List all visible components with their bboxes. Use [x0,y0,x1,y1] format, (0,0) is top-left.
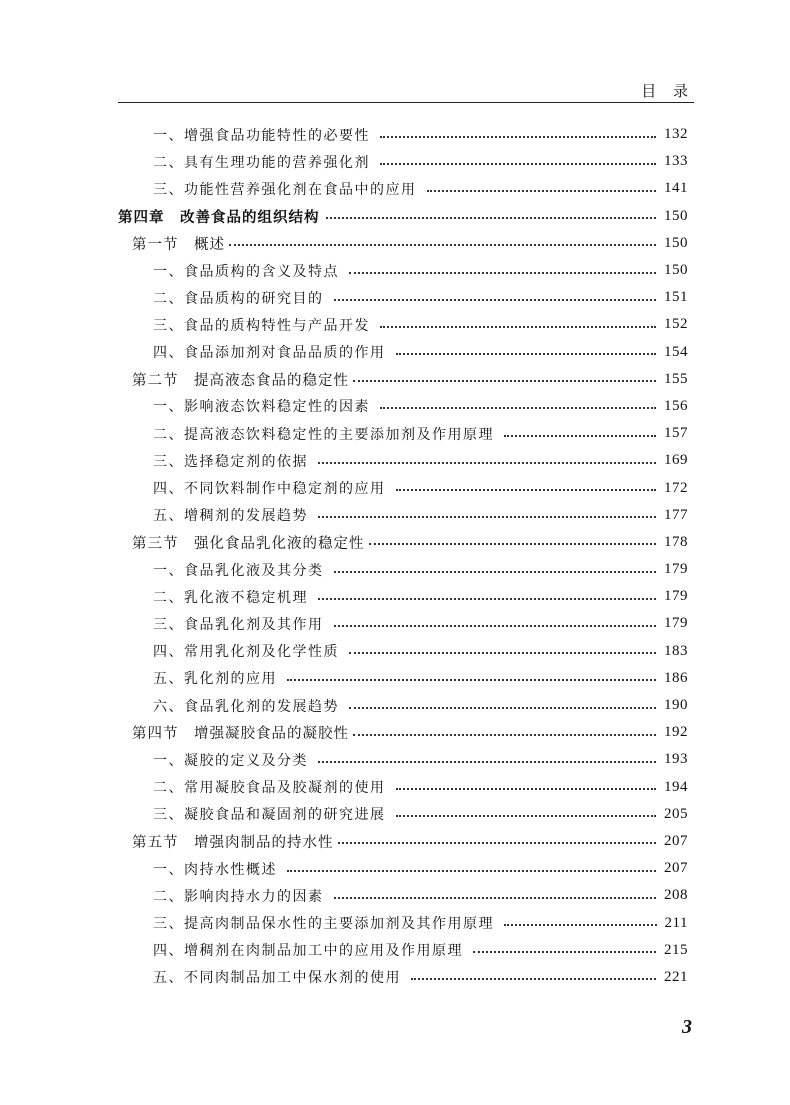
toc-entry-page: 192 [664,724,688,741]
page-number: 3 [682,1016,692,1038]
toc-entry-section [118,366,688,393]
toc-entry-item [118,855,688,882]
toc-entry-page: 132 [664,126,688,143]
toc-entry-page: 190 [664,697,688,714]
dot-leader [504,924,657,926]
toc-entry-item [118,502,688,529]
dot-leader [318,761,656,763]
toc-entry-title: 三、食品乳化剂及其作用 [153,616,324,633]
toc-entry-page: 211 [664,914,688,931]
toc-entry-item [118,175,688,202]
table-of-contents [118,121,688,991]
toc-entry-page: 155 [664,370,688,387]
toc-entry-page: 152 [664,316,688,333]
dot-leader [334,571,657,573]
toc-entry-title: 一、影响液态饮料稳定性的因素 [153,399,370,416]
toc-entry-page: 208 [664,887,688,904]
dot-leader [396,353,657,355]
toc-entry-page: 172 [664,479,688,496]
toc-entry-page: 169 [664,452,688,469]
toc-entry-chapter [118,203,688,230]
dot-leader [349,272,656,274]
dot-leader [318,462,656,464]
toc-entry-page: 207 [664,832,688,849]
toc-entry-item [118,284,688,311]
toc-entry-section [118,828,688,855]
toc-entry-title: 三、凝胶食品和凝固剂的研究进展 [153,807,386,824]
toc-entry-page: 150 [664,262,688,279]
toc-entry-title: 二、乳化液不稳定机理 [153,589,308,606]
toc-entry-title: 五、增稠剂的发展趋势 [153,508,308,525]
dot-leader [396,788,657,790]
toc-entry-title: 二、食品质构的研究目的 [153,290,324,307]
toc-entry-page: 178 [664,533,688,550]
toc-entry-title: 三、功能性营养强化剂在食品中的应用 [153,181,417,198]
toc-entry-title: 三、食品的质构特性与产品开发 [153,317,370,334]
toc-entry-title: 第五节 增强肉制品的持水性 [132,834,334,851]
toc-entry-title: 五、乳化剂的应用 [153,671,277,688]
toc-entry-title: 四、增稠剂在肉制品加工中的应用及作用原理 [153,943,463,960]
toc-entry-title: 五、不同肉制品加工中保水剂的使用 [153,970,401,987]
dot-leader [229,244,656,246]
toc-entry-item [118,393,688,420]
toc-entry-item [118,447,688,474]
toc-entry-item [118,964,688,991]
toc-entry-page: 133 [664,153,688,170]
toc-entry-item [118,692,688,719]
dot-leader [353,380,656,382]
toc-entry-section [118,230,688,257]
dot-leader [334,625,657,627]
dot-leader [318,516,656,518]
toc-entry-title: 一、肉持水性概述 [153,861,277,878]
running-head-title: 目 录 [641,82,694,100]
toc-entry-section [118,529,688,556]
dot-leader [380,136,656,138]
toc-entry-page: 193 [664,751,688,768]
header-rule [118,102,694,103]
toc-entry-title: 一、凝胶的定义及分类 [153,752,308,769]
dot-leader [353,734,656,736]
toc-entry-item [118,339,688,366]
toc-entry-page: 205 [664,805,688,822]
toc-entry-title: 六、食品乳化剂的发展趋势 [153,698,339,715]
toc-entry-item [118,801,688,828]
toc-entry-page: 157 [664,425,688,442]
dot-leader [473,951,656,953]
dot-leader [349,707,656,709]
dot-leader [380,326,656,328]
dot-leader [287,870,656,872]
toc-entry-item [118,774,688,801]
dot-leader [396,489,657,491]
dot-leader [334,299,657,301]
dot-leader [380,407,656,409]
toc-entry-item [118,638,688,665]
dot-leader [504,435,656,437]
toc-entry-section [118,719,688,746]
toc-entry-title: 第二节 提高液态食品的稳定性 [132,372,349,389]
dot-leader [338,842,657,844]
dot-leader [380,163,656,165]
toc-entry-item [118,909,688,936]
toc-entry-item [118,121,688,148]
toc-entry-page: 141 [664,180,688,197]
dot-leader [287,679,656,681]
toc-entry-title: 二、具有生理功能的营养强化剂 [153,154,370,171]
toc-entry-page: 177 [664,506,688,523]
toc-entry-title: 三、提高肉制品保水性的主要添加剂及其作用原理 [153,916,494,933]
toc-entry-page: 183 [664,642,688,659]
toc-entry-item [118,583,688,610]
toc-entry-page: 151 [664,289,688,306]
toc-entry-item [118,474,688,501]
toc-entry-item [118,937,688,964]
toc-entry-title: 二、提高液态饮料稳定性的主要添加剂及作用原理 [153,426,494,443]
toc-entry-item [118,420,688,447]
toc-entry-title: 四、不同饮料制作中稳定剂的应用 [153,481,386,498]
toc-entry-page: 154 [664,343,688,360]
toc-entry-item [118,148,688,175]
dot-leader [427,190,657,192]
toc-entry-title: 一、食品质构的含义及特点 [153,263,339,280]
toc-entry-page: 221 [664,968,688,985]
toc-entry-item [118,610,688,637]
toc-entry-title: 四、食品添加剂对食品品质的作用 [153,345,386,362]
toc-entry-page: 186 [664,669,688,686]
toc-entry-title: 一、食品乳化液及其分类 [153,562,324,579]
toc-entry-item [118,311,688,338]
toc-entry-page: 179 [664,561,688,578]
dot-leader [396,815,657,817]
toc-entry-page: 156 [664,397,688,414]
toc-entry-page: 150 [664,234,688,251]
toc-entry-item [118,882,688,909]
dot-leader [369,543,657,545]
toc-entry-item [118,665,688,692]
toc-entry-item [118,257,688,284]
dot-leader [318,598,656,600]
toc-entry-item [118,556,688,583]
toc-entry-title: 第四章 改善食品的组织结构 [118,209,320,226]
toc-entry-title: 第四节 增强凝胶食品的凝胶性 [132,726,349,743]
toc-entry-page: 179 [664,588,688,605]
toc-entry-title: 三、选择稳定剂的依据 [153,453,308,470]
toc-entry-title: 二、影响肉持水力的因素 [153,888,324,905]
toc-entry-page: 194 [664,778,688,795]
dot-leader [334,897,657,899]
toc-entry-page: 179 [664,615,688,632]
dot-leader [349,652,656,654]
dot-leader [326,217,657,219]
dot-leader [411,978,656,980]
toc-entry-title: 二、常用凝胶食品及胶凝剂的使用 [153,780,386,797]
toc-entry-page: 150 [664,207,688,224]
toc-entry-page: 215 [664,941,688,958]
toc-entry-title: 第一节 概述 [132,236,225,253]
toc-entry-title: 第三节 强化食品乳化液的稳定性 [132,535,365,552]
toc-entry-item [118,746,688,773]
toc-entry-title: 一、增强食品功能特性的必要性 [153,127,370,144]
toc-entry-title: 四、常用乳化剂及化学性质 [153,644,339,661]
toc-entry-page: 207 [664,860,688,877]
